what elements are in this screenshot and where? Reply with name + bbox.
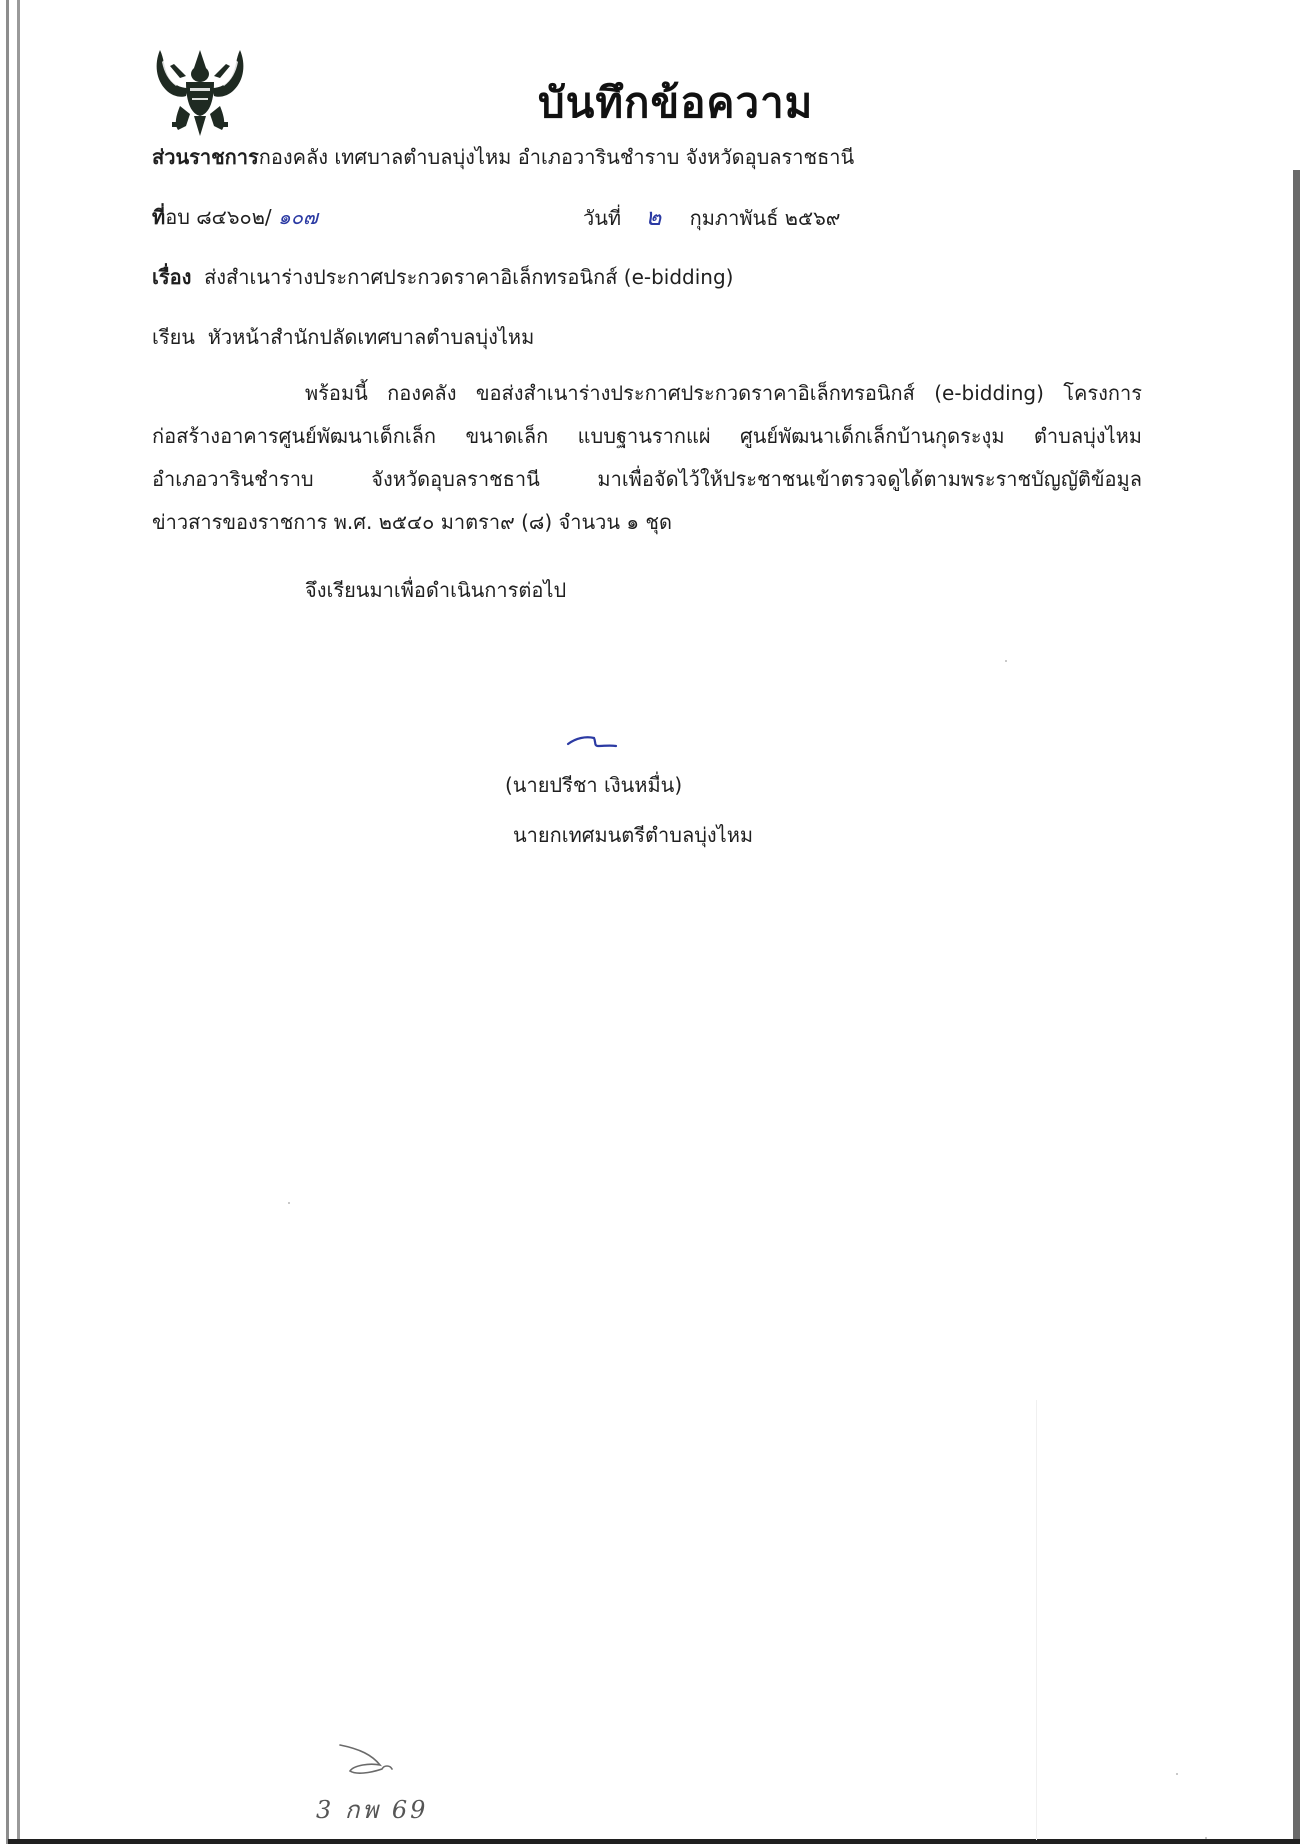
date-line [583,203,840,232]
signature-icon [566,730,626,754]
department-line [152,143,854,171]
reference-line [152,203,318,231]
subject-line [152,263,733,291]
scan-speck [288,1202,290,1204]
handwritten-receipt-date: 3 กพ 69 [316,1796,429,1824]
scan-speck [1176,1773,1178,1775]
scan-speck [1005,660,1007,662]
salutation-label: เรียน [152,325,195,349]
garuda-emblem-icon [150,44,250,138]
scan-edge-left-outer [6,0,9,1844]
scan-edge-right [1293,170,1300,1844]
date-month-year: กุมภาพันธ์ ๒๕๖๙ [689,206,841,230]
scan-speck [1205,1837,1207,1839]
salutation-line [152,323,534,351]
body-line: พร้อมนี้ กองคลัง ขอส่งสำเนาร่างประกาศประกวดราคาอิเล็กทรอนิกส์ (e-bidding) โครงการ [305,381,1142,405]
date-label: วันที่ [583,206,622,230]
reference-label: ที่ [152,205,166,229]
reference-prefix: อบ ๘๔๖๐๒/ [165,205,272,229]
scan-edge-left-inner [17,0,20,1844]
subject-value: ส่งสำเนาร่างประกาศประกวดราคาอิเล็กทรอนิกส์ (e-bidding) [204,265,734,289]
date-handwritten-day: ๒ [645,203,662,231]
subject-label: เรื่อง [152,265,192,289]
scan-artifact-line [1036,1400,1037,1840]
department-value: กองคลัง เทศบาลตำบลบุ่งไหม อำเภอวารินชำราบ จังหวัดอุบลราชธานี [258,145,855,169]
document-title: บันทึกข้อความ [538,79,814,126]
signatory-position: นายกเทศมนตรีตำบลบุ่งไหม [513,823,754,847]
body-line: ก่อสร้างอาคารศูนย์พัฒนาเด็กเล็ก ขนาดเล็ก แบบฐานรากแผ่ ศูนย์พัฒนาเด็กเล็กบ้านกุดระงุม ตำบลบุ่งไหม [152,424,1142,448]
body-paragraph [152,372,1142,544]
scan-edge-bottom [8,1839,1300,1844]
body-line: อำเภอวารินชำราบ จังหวัดอุบลราชธานี มาเพื่อจัดไว้ให้ประชาชนเข้าตรวจดูได้ตามพระราชบัญญัติข้อมูล [152,467,1142,491]
salutation-value: หัวหน้าสำนักปลัดเทศบาลตำบลบุ่งไหม [207,325,535,349]
signatory-name: (นายปรีชา เงินหมื่น) [505,773,683,797]
department-label: ส่วนราชการ [152,145,259,169]
reference-handwritten-number: ๑๐๗ [278,205,318,229]
closing-line: จึงเรียนมาเพื่อดำเนินการต่อไป [305,578,567,602]
body-line: ข่าวสารของราชการ พ.ศ. ๒๕๔๐ มาตรา๙ (๘) จำนวน ๑ ชุด [152,510,672,534]
